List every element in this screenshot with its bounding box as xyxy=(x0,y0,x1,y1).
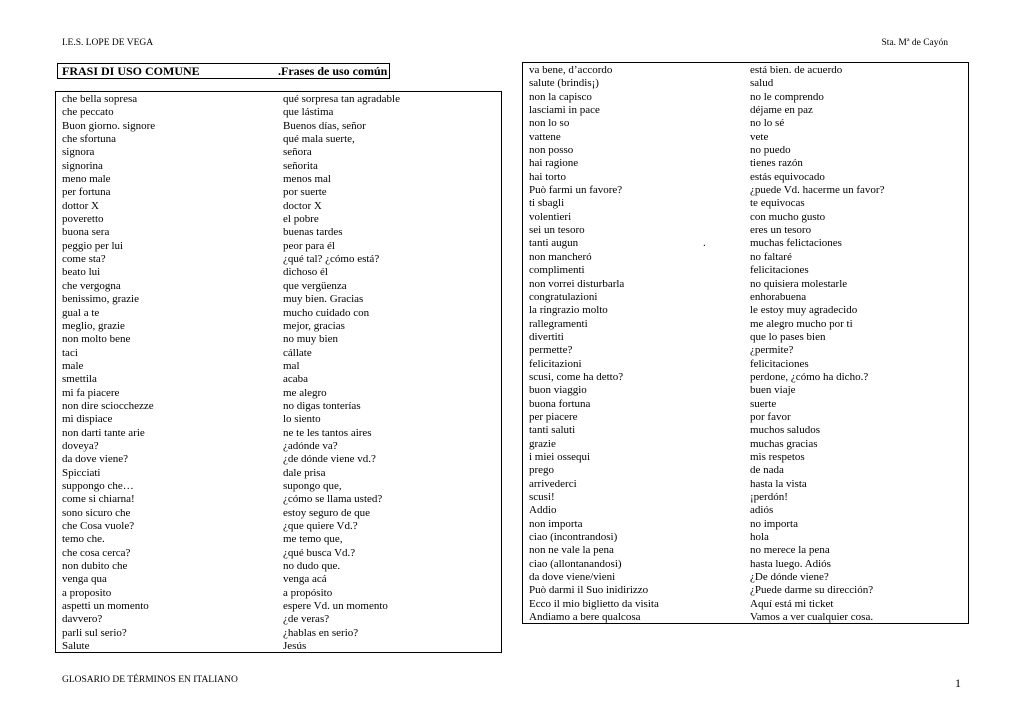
spanish-translation: espere Vd. un momento xyxy=(283,600,388,613)
spanish-translation: menos mal xyxy=(283,173,331,186)
spanish-translation: acaba xyxy=(283,373,309,386)
spanish-translation: no puedo xyxy=(750,144,791,157)
italian-phrase: non mancheró xyxy=(529,250,592,263)
spanish-translation: muchos saludos xyxy=(750,424,820,437)
italian-phrase: che sfortuna xyxy=(62,133,117,146)
spanish-translation: ¿De dónde viene? xyxy=(750,571,829,584)
phrase-row xyxy=(529,504,964,517)
phrase-row xyxy=(529,544,964,557)
phrase-row xyxy=(529,398,964,411)
phrase-row xyxy=(529,64,964,77)
italian-phrase: temo che. xyxy=(62,533,105,546)
phrase-row xyxy=(529,358,964,371)
phrase-row xyxy=(529,144,964,157)
phrase-row xyxy=(62,173,497,186)
italian-phrase: Può darmi il Suo inidirizzo xyxy=(529,584,649,597)
spanish-translation: señora xyxy=(283,146,312,159)
italian-phrase: che bella sopresa xyxy=(62,93,138,105)
spanish-translation: está bien. de acuerdo xyxy=(750,64,843,76)
phrase-row xyxy=(529,518,964,531)
spanish-translation: no importa xyxy=(750,517,798,530)
italian-phrase: benissimo, grazie xyxy=(62,293,139,306)
left-phrase-table xyxy=(55,91,502,653)
phrase-row xyxy=(62,333,497,346)
italian-phrase: da dove viene? xyxy=(62,453,128,466)
phrase-row xyxy=(62,133,497,146)
title-spanish: .Frases de uso común xyxy=(278,64,388,78)
right-phrase-list xyxy=(529,64,964,624)
italian-phrase: ti sbagli xyxy=(529,197,565,210)
spanish-translation: no quisiera molestarle xyxy=(750,277,848,290)
spanish-translation: que lo pases bien xyxy=(750,330,826,343)
italian-phrase: divertiti xyxy=(529,330,564,343)
phrase-row xyxy=(62,253,497,266)
italian-phrase: scusi! xyxy=(529,491,555,503)
spanish-translation: muchas gracias xyxy=(750,437,818,450)
spanish-translation: hasta la vista xyxy=(750,477,807,490)
spanish-translation: vete xyxy=(750,130,769,143)
spanish-translation: qué sorpresa tan agradable xyxy=(283,93,400,105)
italian-phrase: doveya? xyxy=(62,439,99,452)
header-school-name: I.E.S. LOPE DE VEGA xyxy=(62,38,154,48)
phrase-row xyxy=(62,280,497,293)
header-location: Sta. Mª de Cayón xyxy=(881,38,948,48)
spanish-translation: eres un tesoro xyxy=(750,224,812,237)
phrase-row xyxy=(529,211,964,224)
italian-phrase: parli sul serio? xyxy=(62,626,127,639)
italian-phrase: signorina xyxy=(62,159,103,172)
spanish-translation: mis respetos xyxy=(750,450,805,463)
phrase-row xyxy=(529,224,964,237)
italian-phrase: Addio xyxy=(529,504,557,517)
italian-phrase: prego xyxy=(529,464,555,477)
phrase-row xyxy=(529,371,964,384)
italian-phrase: da dove viene/vieni xyxy=(529,571,616,584)
phrase-row xyxy=(529,558,964,571)
phrase-row xyxy=(62,373,497,386)
italian-phrase: taci xyxy=(62,346,78,359)
spanish-translation: déjame en paz xyxy=(750,104,813,117)
spanish-translation: felicitaciones xyxy=(750,264,809,277)
italian-phrase: volentieri xyxy=(529,210,572,223)
italian-phrase: Salute xyxy=(62,640,90,653)
phrase-row xyxy=(529,384,964,397)
phrase-row xyxy=(62,120,497,133)
phrase-row xyxy=(62,573,497,586)
spanish-translation: Jesús xyxy=(283,640,307,653)
spanish-translation: buenas tardes xyxy=(283,226,343,239)
italian-phrase: Andiamo a bere qualcosa xyxy=(529,611,641,624)
italian-phrase: suppongo che… xyxy=(62,479,134,492)
phrase-row xyxy=(62,293,497,306)
italian-phrase: a proposito xyxy=(62,586,112,599)
phrase-row xyxy=(529,291,964,304)
spanish-translation: cállate xyxy=(283,346,312,359)
italian-phrase: buona sera xyxy=(62,226,110,239)
phrase-row xyxy=(62,427,497,440)
phrase-row xyxy=(529,304,964,317)
phrase-row xyxy=(529,451,964,464)
spanish-translation: venga acá xyxy=(283,573,327,586)
phrase-row xyxy=(529,197,964,210)
spanish-translation: ¿de dónde viene vd.? xyxy=(283,453,376,466)
spanish-translation: por suerte xyxy=(283,186,327,199)
phrase-row xyxy=(62,520,497,533)
italian-phrase: Ecco il mio biglietto da visita xyxy=(529,597,659,610)
phrase-row xyxy=(62,453,497,466)
italian-phrase: smettila xyxy=(62,373,97,386)
spanish-translation: ne te les tantos aires xyxy=(283,426,372,439)
spanish-translation: buen viaje xyxy=(750,384,796,397)
spanish-translation: ¿cómo se llama usted? xyxy=(283,493,383,506)
phrase-row xyxy=(529,411,964,424)
italian-phrase: lasciami in pace xyxy=(529,104,600,117)
italian-phrase: venga qua xyxy=(62,573,107,586)
spanish-translation: estás equivocado xyxy=(750,170,825,183)
italian-phrase: non la capisco xyxy=(529,90,592,103)
phrase-row xyxy=(529,77,964,90)
spanish-translation: le estoy muy agradecido xyxy=(750,304,858,317)
spanish-translation: doctor X xyxy=(283,199,322,212)
phrase-row xyxy=(529,584,964,597)
phrase-row xyxy=(62,266,497,279)
italian-phrase: per fortuna xyxy=(62,186,111,199)
italian-phrase: che Cosa vuole? xyxy=(62,520,135,532)
spanish-translation: no muy bien xyxy=(283,333,338,346)
phrase-row xyxy=(529,184,964,197)
phrase-row xyxy=(62,493,497,506)
spanish-translation: no faltaré xyxy=(750,250,792,263)
phrase-row xyxy=(529,531,964,544)
spanish-translation: mal xyxy=(283,359,300,372)
phrase-row xyxy=(529,598,964,611)
italian-phrase: che cosa cerca? xyxy=(62,546,131,559)
spanish-translation: enhorabuena xyxy=(750,290,807,303)
spanish-translation: no lo sé xyxy=(750,117,785,130)
phrase-row xyxy=(529,464,964,477)
spanish-translation: por favor xyxy=(750,410,791,423)
italian-phrase: non dire sciocchezze xyxy=(62,399,154,412)
phrase-row xyxy=(529,91,964,104)
spanish-translation: ¿de veras? xyxy=(283,613,330,626)
spanish-translation: ¿qué busca Vd.? xyxy=(283,546,356,559)
stray-dot: . xyxy=(703,237,706,249)
spanish-translation: estoy seguro de que xyxy=(283,506,371,519)
spanish-translation: con mucho gusto xyxy=(750,210,826,223)
phrase-row xyxy=(62,533,497,546)
phrase-row xyxy=(62,240,497,253)
phrase-row xyxy=(529,438,964,451)
spanish-translation: no le comprendo xyxy=(750,90,824,103)
phrase-row xyxy=(62,160,497,173)
phrase-row xyxy=(62,440,497,453)
section-title xyxy=(57,63,390,79)
italian-phrase: che vergogna xyxy=(62,279,121,292)
spanish-translation: que vergüenza xyxy=(283,279,347,292)
spanish-translation: no dudo que. xyxy=(283,560,341,573)
italian-phrase: non darti tante arie xyxy=(62,426,145,439)
spanish-translation: supongo que, xyxy=(283,479,342,492)
italian-phrase: peggio per lui xyxy=(62,239,124,252)
phrase-row xyxy=(62,560,497,573)
spanish-translation: muy bien. Gracias xyxy=(283,293,364,306)
italian-phrase: complimenti xyxy=(529,264,585,277)
italian-phrase: non importa xyxy=(529,517,583,530)
phrase-row xyxy=(529,571,964,584)
italian-phrase: arrivederci xyxy=(529,477,577,490)
italian-phrase: felicitazioni xyxy=(529,357,582,370)
italian-phrase: non molto bene xyxy=(62,333,131,346)
italian-phrase: tanti saluti xyxy=(529,424,576,437)
phrase-row xyxy=(529,424,964,437)
phrase-row xyxy=(529,331,964,344)
spanish-translation: mejor, gracias xyxy=(283,319,345,332)
phrase-row xyxy=(529,104,964,117)
italian-phrase: ciao (allontanandosi) xyxy=(529,557,622,570)
spanish-translation: salud xyxy=(750,77,774,90)
italian-phrase: buon viaggio xyxy=(529,384,587,397)
phrase-row xyxy=(529,251,964,264)
spanish-translation: suerte xyxy=(750,397,777,410)
spanish-translation: ¿hablas en serio? xyxy=(283,626,359,639)
spanish-translation: ¿qué tal? ¿cómo está? xyxy=(283,253,380,266)
phrase-row xyxy=(529,117,964,130)
italian-phrase: non dubito che xyxy=(62,560,128,573)
spanish-translation: ¿adónde va? xyxy=(283,439,338,452)
spanish-translation: que lástima xyxy=(283,106,334,119)
italian-phrase: rallegramenti xyxy=(529,317,588,330)
left-phrase-list xyxy=(62,93,497,653)
italian-phrase: grazie xyxy=(529,437,556,450)
spanish-translation: tienes razón xyxy=(750,157,803,170)
phrase-row xyxy=(62,587,497,600)
spanish-translation: Aquí está mi ticket xyxy=(750,597,834,610)
italian-phrase: non ne vale la pena xyxy=(529,544,614,557)
phrase-row xyxy=(62,507,497,520)
phrase-row xyxy=(62,106,497,119)
italian-phrase: gual a te xyxy=(62,306,100,319)
spanish-translation: no merece la pena xyxy=(750,544,830,557)
italian-phrase: ciao (incontrandosi) xyxy=(529,531,618,544)
spanish-translation: ¿que quiere Vd.? xyxy=(283,520,358,532)
phrase-row xyxy=(529,344,964,357)
footer-glossary-title: GLOSARIO DE TÉRMINOS EN ITALIANO xyxy=(62,675,238,685)
spanish-translation: me temo que, xyxy=(283,533,343,546)
spanish-translation: ¿puede Vd. hacerme un favor? xyxy=(750,184,885,197)
italian-phrase: dottor X xyxy=(62,199,99,212)
italian-phrase: aspetti un momento xyxy=(62,600,149,613)
phrase-row xyxy=(62,307,497,320)
spanish-translation: dale prisa xyxy=(283,466,326,479)
italian-phrase: scusi, come ha detto? xyxy=(529,370,624,383)
page-number: 1 xyxy=(955,676,961,690)
phrase-row xyxy=(62,347,497,360)
italian-phrase: non vorrei disturbarla xyxy=(529,277,625,290)
spanish-translation: ¿permite? xyxy=(750,344,794,357)
phrase-row xyxy=(62,627,497,640)
spanish-translation: qué mala suerte, xyxy=(283,133,355,146)
italian-phrase: va bene, d’accordo xyxy=(529,64,613,76)
spanish-translation: lo siento xyxy=(283,413,321,426)
italian-phrase: signora xyxy=(62,146,95,159)
phrase-row xyxy=(62,226,497,239)
phrase-row xyxy=(62,320,497,333)
phrase-row xyxy=(62,200,497,213)
italian-phrase: beato lui xyxy=(62,266,101,279)
spanish-translation: Buenos días, señor xyxy=(283,119,366,132)
italian-phrase: sei un tesoro xyxy=(529,224,585,237)
phrase-row xyxy=(529,491,964,504)
spanish-translation: dichoso él xyxy=(283,266,328,279)
phrase-row xyxy=(529,611,964,624)
phrase-row xyxy=(529,171,964,184)
phrase-row xyxy=(529,264,964,277)
italian-phrase: vattene xyxy=(529,130,561,143)
spanish-translation: señorita xyxy=(283,159,318,172)
italian-phrase: permette? xyxy=(529,344,573,357)
italian-phrase: mi dispiace xyxy=(62,413,113,426)
spanish-translation: no digas tonterías xyxy=(283,399,361,412)
spanish-translation: me alegro xyxy=(283,386,327,399)
phrase-row xyxy=(529,157,964,170)
italian-phrase: sono sicuro che xyxy=(62,506,131,519)
phrase-row xyxy=(529,318,964,331)
italian-phrase: hai torto xyxy=(529,170,566,183)
italian-phrase: poveretto xyxy=(62,213,104,226)
phrase-row xyxy=(62,360,497,373)
italian-phrase: i miei ossequi xyxy=(529,450,591,463)
spanish-translation: Vamos a ver cualquier cosa. xyxy=(750,611,874,624)
phrase-row xyxy=(62,547,497,560)
spanish-translation: a propósito xyxy=(283,586,333,599)
italian-phrase: meno male xyxy=(62,173,111,186)
italian-phrase: come sta? xyxy=(62,253,106,266)
italian-phrase: che peccato xyxy=(62,106,114,119)
italian-phrase: meglio, grazie xyxy=(62,319,125,332)
italian-phrase: per piacere xyxy=(529,410,578,423)
spanish-translation: el pobre xyxy=(283,213,319,226)
title-italian: FRASI DI USO COMUNE xyxy=(62,64,200,78)
spanish-translation: perdone, ¿cómo ha dicho.? xyxy=(750,370,869,383)
phrase-row xyxy=(62,640,497,653)
italian-phrase: hai ragione xyxy=(529,157,579,170)
italian-phrase: Può farmi un favore? xyxy=(529,184,623,197)
italian-phrase: la ringrazio molto xyxy=(529,304,608,317)
italian-phrase: tanti augun xyxy=(529,237,579,250)
phrase-row xyxy=(62,213,497,226)
italian-phrase: come si chiarna! xyxy=(62,493,135,506)
italian-phrase: davvero? xyxy=(62,613,103,626)
spanish-translation: te equivocas xyxy=(750,197,805,210)
italian-phrase: male xyxy=(62,359,84,372)
phrase-row xyxy=(62,146,497,159)
spanish-translation: hola xyxy=(750,531,769,544)
italian-phrase: non lo so xyxy=(529,117,570,130)
italian-phrase: buona fortuna xyxy=(529,397,591,410)
italian-phrase: Buon giorno. signore xyxy=(62,119,156,132)
phrase-row xyxy=(62,387,497,400)
spanish-translation: me alegro mucho por ti xyxy=(750,317,853,330)
spanish-translation: peor para él xyxy=(283,239,335,252)
phrase-row xyxy=(62,480,497,493)
spanish-translation: mucho cuidado con xyxy=(283,306,370,319)
italian-phrase: salute (brindis¡) xyxy=(529,77,599,90)
spanish-translation: adiós xyxy=(750,504,774,517)
italian-phrase: non posso xyxy=(529,144,574,157)
spanish-translation: ¿Puede darme su dirección? xyxy=(750,584,874,597)
phrase-row xyxy=(529,131,964,144)
spanish-translation: ¡perdón! xyxy=(750,491,788,503)
phrase-row xyxy=(62,400,497,413)
phrase-row xyxy=(62,186,497,199)
phrase-row xyxy=(62,613,497,626)
spanish-translation: hasta luego. Adiós xyxy=(750,557,831,570)
italian-phrase: mi fa piacere xyxy=(62,386,120,399)
phrase-row xyxy=(529,278,964,291)
italian-phrase: congratulazioni xyxy=(529,290,598,303)
phrase-row xyxy=(62,413,497,426)
spanish-translation: de nada xyxy=(750,464,784,477)
spanish-translation: felicitaciones xyxy=(750,357,809,370)
phrase-row xyxy=(62,467,497,480)
phrase-row xyxy=(62,600,497,613)
phrase-row xyxy=(529,237,964,250)
right-phrase-table xyxy=(522,62,969,624)
phrase-row xyxy=(529,478,964,491)
spanish-translation: muchas felictaciones xyxy=(750,237,842,250)
italian-phrase: Spicciati xyxy=(62,466,101,479)
phrase-row xyxy=(62,93,497,106)
